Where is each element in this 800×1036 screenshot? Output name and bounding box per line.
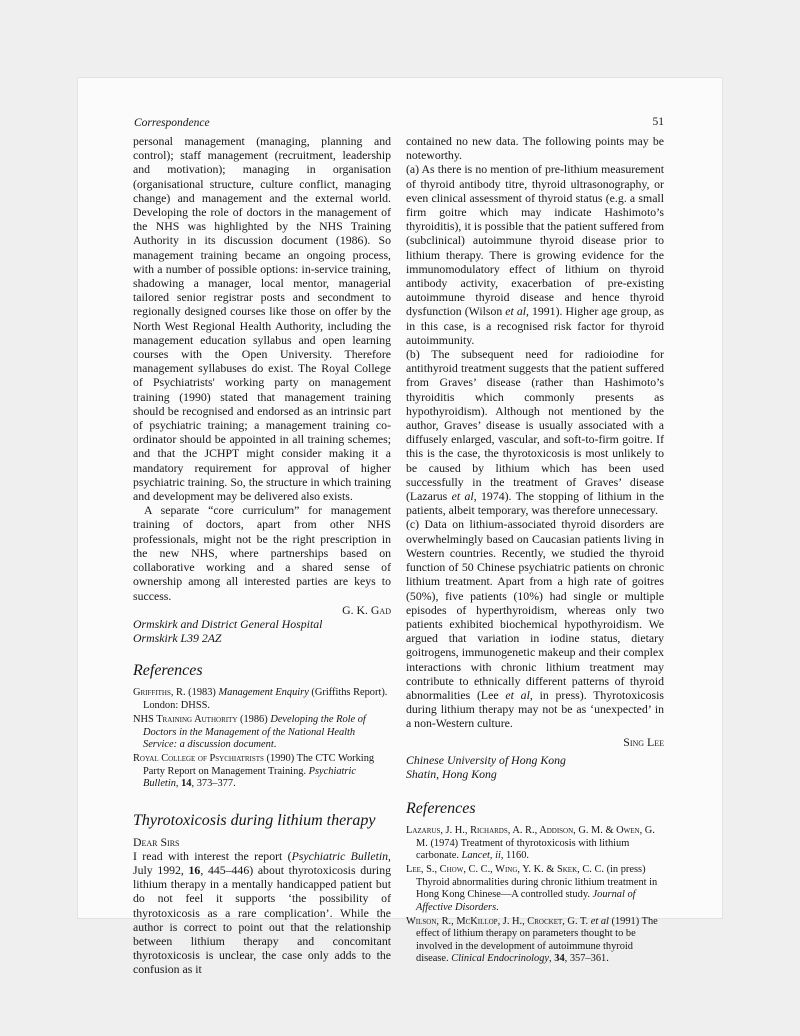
reference-authors: Royal College of Psychiatrists xyxy=(133,753,264,765)
point-b-paragraph: (b) The subsequent need for radioiodine for antithyroid treatment suggests that the patient suffered from Graves’ disease (rather than Hashimoto’s thyroiditis which commonly presents as hypothyroidism). Although not mentioned by the author, Graves’ disease is usually associated with a diffusely enlarged, vascular, and soft-to-firm goitre. If this is the case, the thyrotoxicosis is most unlikely to be caused by lithium which has been used successfully in the treatment of Graves’ disease (Lazarus et al, 1974). The stopping of lithium in the patients, albeit temporary, was therefore unnecessary. xyxy=(406,347,664,518)
right-column xyxy=(406,134,664,968)
letter-paragraph: contained no new data. The following points may be noteworthy. xyxy=(406,134,664,163)
reference-entry: Wilson, R., McKillop, J. H., Crocket, G. T. et al (1991) The effect of lithium therapy on parameters thought to be involved in the development of autoimmune thyroid disease. Clinical Endocrinology, 34, 357–361. xyxy=(406,915,658,965)
author-address: Ormskirk L39 2AZ xyxy=(133,631,222,646)
reference-pages: , 1160. xyxy=(500,849,530,861)
author-address: Shatin, Hong Kong xyxy=(406,766,497,781)
author-affiliation: Chinese University of Hong Kong xyxy=(406,752,566,767)
reference-year: (in press) xyxy=(603,864,646,876)
reference-journal: Psychiatric Bulletin xyxy=(143,765,356,790)
reference-journal: Lancet xyxy=(461,849,490,861)
reference-entry xyxy=(133,714,391,751)
reference-rest: The CTC Working Party Report on Management Training. xyxy=(143,753,375,777)
reference-entry xyxy=(133,687,391,712)
reference-year: (1974) xyxy=(427,837,461,849)
reference-pages: , 373–377. xyxy=(191,778,236,790)
cited-volume: 16 xyxy=(188,862,201,877)
reference-year: (1990) xyxy=(263,753,297,765)
reference-volume: 14 xyxy=(181,778,192,790)
cited-journal: Psychiatric Bulletin xyxy=(291,848,389,863)
reference-authors: Griffiths, R. xyxy=(133,687,186,699)
reference-authors: Lazarus, J. H., Richards, A. R., Addison, G. M. & Owen, G. M. xyxy=(406,825,655,849)
salutation: Dear Sirs xyxy=(133,834,180,849)
letter-title: Thyrotoxicosis during lithium therapy xyxy=(133,811,376,829)
point-c-paragraph: (c) Data on lithium-associated thyroid disorders are overwhelmingly based on Caucasian patients living in Western countries. Recently, we studied the thyroid function of 50 Chinese psychiatric patients on chronic lithium treatment. Apart from a high rate of goitres (50%), five patients (10%) had single or multiple episodes of hyperthyroidism, whereas only two patients exhibited biochemical hypothyroidism. We argued that variation in iodine status, dietary goitrogens, immunogenetic makeup and their complex interactions with chronic lithium treatment may contribute to ethnically different patterns of thyroid abnormalities (Lee et al, in press). Thyrotoxicosis during lithium therapy may not be as ‘unexpected’ in a non-Western culture. xyxy=(406,517,664,731)
reference-volume: 34 xyxy=(554,953,565,965)
reference-year: (1983) xyxy=(185,687,219,699)
letter-paragraph: A separate “core curriculum” for management training of doctors, apart from other NHS professionals, might not be the right prescription in the new NHS, where partnerships based on collaborative working and a shared sense of ownership among all interested parties are keys to success. xyxy=(133,503,391,603)
reference-rest: . xyxy=(273,738,277,750)
letter-paragraph: I read with interest the report (Psychiatric Bulletin, July 1992, 16, 445–446) about thyrotoxicosis during lithium therapy in a mentally handicapped patient but do not feel it supports ‘the possibility of thyrotoxicosis as a rare complication’. While the author is correct to point out that the relationship between lithium therapy and concomitant thyrotoxicosis is unclear, the case only adds to the confusion as it xyxy=(133,848,391,977)
page-number: 51 xyxy=(652,116,664,128)
reference-entry: Lazarus, J. H., Richards, A. R., Addison, G. M. & Owen, G. M. (1974) Treatment of thyrotoxicosis with lithium carbonate. Lancet, ii, 1160. xyxy=(406,825,655,861)
reference-volume: ii xyxy=(495,849,501,861)
reference-entry xyxy=(406,864,664,914)
left-column xyxy=(133,134,391,977)
author-signature: G. K. Gad xyxy=(342,602,391,617)
reference-rest: Thyroid abnormalities during chronic lithium treatment in Hong Kong Chinese—A controlled study. xyxy=(416,876,658,901)
reference-authors: Lee, S., Chow, C. C., Wing, Y. K. & Skek, C. C. xyxy=(406,864,604,876)
reference-authors: Wilson, R., McKillop, J. H., Crocket, G. T. xyxy=(406,915,591,927)
letter-paragraph: personal management (managing, planning and control); staff management (recruitment, leadership and motivation); managing in organisation (organisational structure, culture conflict, managing change) and management and the external world. Developing the role of doctors in the management of the NHS was highlighted by the NHS Training Authority in its discussion document (1986). So management training became an ongoing process, with a number of possible options: in-service training, shadowing a manager, local mentor, managerial tailored senior registrar posts and secondment to regionally designed courses like those on offer by the North West Regional Health Authority, including the management education syllabus and open learning courses with the Open University. Therefore management syllabuses do exist. The Royal College of Psychiatrists' working party on management training (1990) stated that management training should be recognised and endorsed as an intrinsic part of psychiatric training; a management training co-ordinator should be appointed in all training schemes; and that the JCHPT might consider making it a mandatory requirement for approval of higher psychiatric training. So, the structure in which training and development may be delivered also exists. xyxy=(133,134,391,504)
reference-pages: . xyxy=(496,901,499,913)
references-heading: References xyxy=(133,662,203,680)
reference-entry: Royal College of Psychiatrists (1990) The CTC Working Party Report on Management Training. Psychiatric Bulletin, 14, 373–377. xyxy=(133,753,375,790)
reference-rest: Treatment of thyrotoxicosis with lithium carbonate. xyxy=(416,837,630,861)
references-heading: References xyxy=(406,800,476,818)
point-a-paragraph: (a) As there is no mention of pre-lithium measurement of thyroid antibody titre, thyroid ultrasonography, or even clinical assessment of thyroid status (e.g. a small firm goitre which may indicate Hashimoto’s thyroiditis), it is possible that the patient suffered from (subclinical) autoimmune thyroid disease prior to lithium therapy. There is growing evidence for the immunomodulatory effect of lithium on thyroid antibody activity, exacerbation of pre-existing autoimmune thyroid disease and hence thyroid dysfunction (Wilson et al, 1991). Higher age group, as in this case, is a recognised risk factor for thyroid autoimmunity. xyxy=(406,162,664,347)
reference-title: Management Enquiry xyxy=(218,687,309,699)
reference-pages: , 357–361. xyxy=(564,953,609,965)
reference-journal: Journal of Affective Disorders xyxy=(416,889,636,913)
running-header-section: Correspondence xyxy=(134,117,210,129)
reference-rest: The effect of lithium therapy on parameters thought to be involved in the development of autoimmune thyroid disease. xyxy=(416,915,658,965)
author-affiliation: Ormskirk and District General Hospital xyxy=(133,616,323,631)
reference-rest: (Griffiths Report). London: DHSS. xyxy=(143,687,388,711)
reference-authors: NHS Training Authority xyxy=(133,714,238,726)
reference-title: Developing the Role of Doctors in the Management of the National Health Service: a discussion document xyxy=(143,714,366,750)
reference-year: (1991) xyxy=(608,915,642,927)
reference-journal: Clinical Endocrinology xyxy=(451,953,550,965)
reference-year: (1986) xyxy=(237,714,271,726)
author-signature: Sing Lee xyxy=(623,734,664,749)
